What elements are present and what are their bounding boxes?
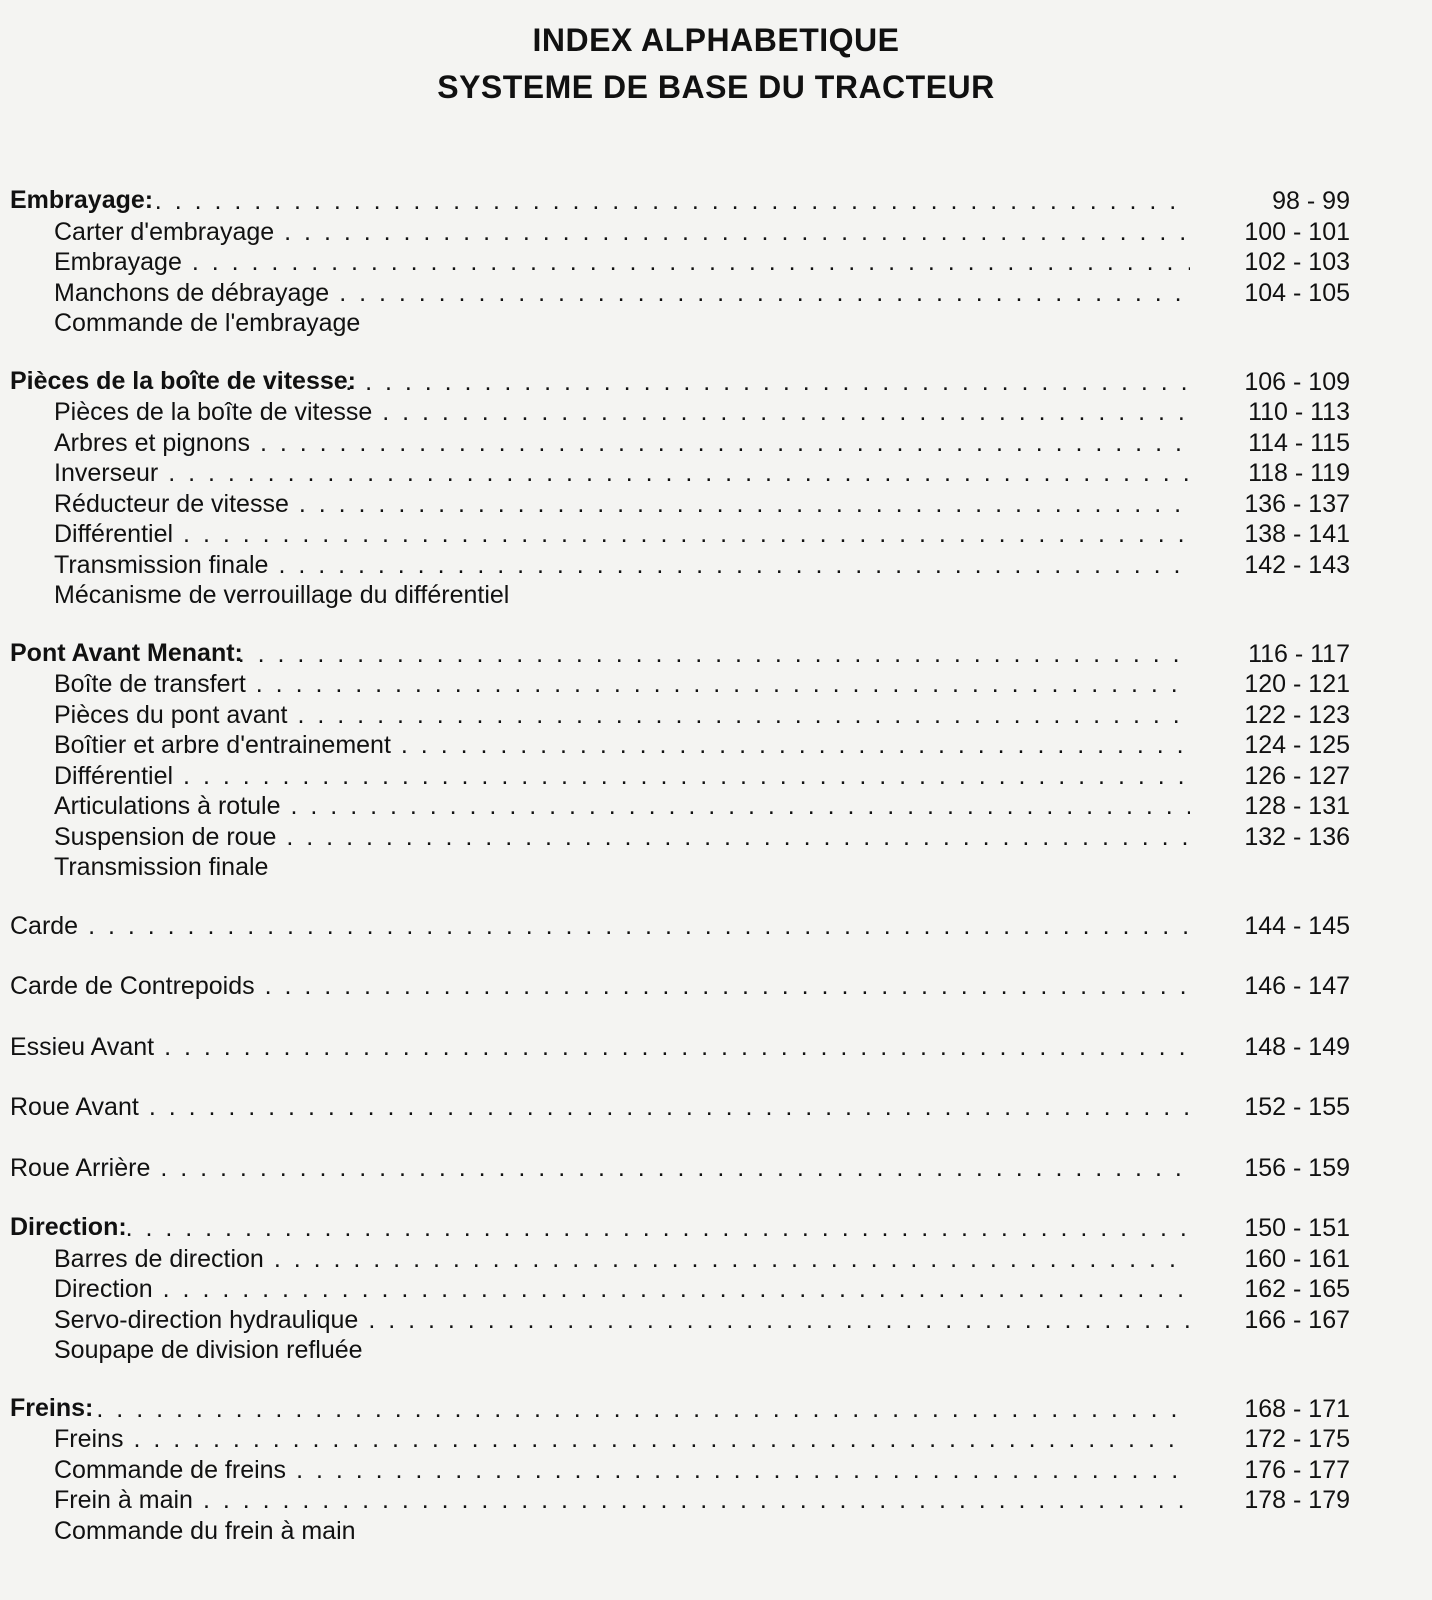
dot-leader xyxy=(133,1424,1190,1455)
index-entry xyxy=(10,852,1350,883)
index-entry xyxy=(10,761,1350,792)
index-section xyxy=(10,639,1350,883)
section-pages-row xyxy=(10,1394,1350,1425)
entry-pages: 128 - 131 xyxy=(1244,792,1350,820)
index-list xyxy=(10,186,1350,1574)
dot-leader xyxy=(260,428,1190,459)
entry-label: Essieu Avant xyxy=(10,1032,155,1061)
dot-leader xyxy=(256,669,1190,700)
entry-label: Servo-direction hydraulique xyxy=(54,1305,359,1334)
dot-leader xyxy=(96,1394,1190,1425)
index-section xyxy=(10,1394,1350,1547)
entry-pages: 98 - 99 xyxy=(1272,187,1350,215)
entry-pages: 152 - 155 xyxy=(1244,1093,1350,1121)
entry-label: Réducteur de vitesse xyxy=(54,489,289,518)
dot-leader xyxy=(284,217,1190,248)
section-heading: Freins: xyxy=(10,1393,94,1422)
entry-label: Soupape de division refluée xyxy=(54,1336,363,1364)
entry-pages: 114 - 115 xyxy=(1248,428,1350,457)
entry-label: Pièces du pont avant xyxy=(54,700,288,729)
index-entry xyxy=(10,1153,1350,1184)
dot-leader xyxy=(192,247,1190,278)
entry-label: Carde de Contrepoids xyxy=(10,972,255,1000)
entry-pages: 160 - 161 xyxy=(1244,1244,1350,1273)
dot-leader xyxy=(149,1092,1190,1123)
index-entry xyxy=(10,397,1350,428)
dot-leader xyxy=(126,1213,1190,1244)
entry-pages: 150 - 151 xyxy=(1244,1214,1350,1242)
entry-label: Différentiel xyxy=(54,761,174,790)
index-entry xyxy=(10,1485,1350,1516)
dot-leader xyxy=(298,700,1191,731)
entry-label: Différentiel xyxy=(54,520,174,548)
index-entry xyxy=(10,1092,1350,1123)
entry-label: Carde xyxy=(10,911,79,940)
dot-leader xyxy=(368,1305,1190,1336)
index-entry xyxy=(10,217,1350,248)
index-entry xyxy=(10,489,1350,520)
index-section xyxy=(10,1213,1350,1366)
index-section xyxy=(10,1032,1350,1063)
entry-pages: 178 - 179 xyxy=(1244,1486,1350,1514)
entry-label: Transmission finale xyxy=(54,550,269,579)
index-entry xyxy=(10,730,1350,761)
entry-pages: 156 - 159 xyxy=(1244,1153,1350,1182)
dot-leader xyxy=(296,1455,1190,1486)
index-section xyxy=(10,1153,1350,1184)
entry-pages: 126 - 127 xyxy=(1244,761,1350,790)
dot-leader xyxy=(238,639,1190,670)
index-entry xyxy=(10,700,1350,731)
entry-label: Commande de l'embrayage xyxy=(54,309,361,337)
entry-label: Roue Avant xyxy=(10,1093,139,1121)
entry-pages: 124 - 125 xyxy=(1244,731,1350,759)
index-entry xyxy=(10,1335,1350,1366)
entry-label: Barres de direction xyxy=(54,1244,264,1273)
index-entry xyxy=(10,550,1350,581)
entry-pages: 102 - 103 xyxy=(1244,248,1350,276)
section-pages-row xyxy=(10,1213,1350,1244)
entry-pages: 116 - 117 xyxy=(1248,639,1350,668)
index-entry xyxy=(10,247,1350,278)
entry-label: Boîtier et arbre d'entrainement xyxy=(54,731,391,759)
index-entry xyxy=(10,1455,1350,1486)
section-heading: Pièces de la boîte de vitesse: xyxy=(10,366,356,395)
entry-label: Boîte de transfert xyxy=(54,670,246,698)
index-entry xyxy=(10,822,1350,853)
entry-label: Commande de freins xyxy=(54,1455,287,1484)
entry-pages: 168 - 171 xyxy=(1244,1394,1350,1423)
entry-label: Freins xyxy=(54,1425,124,1453)
dot-leader xyxy=(339,278,1190,309)
index-entry xyxy=(10,519,1350,550)
dot-leader xyxy=(382,397,1190,428)
entry-pages: 176 - 177 xyxy=(1244,1455,1350,1484)
entry-pages: 104 - 105 xyxy=(1244,278,1350,307)
index-entry xyxy=(10,308,1350,339)
page-title: INDEX ALPHABETIQUE xyxy=(532,22,900,58)
entry-label: Inverseur xyxy=(54,459,159,487)
entry-label: Direction xyxy=(54,1275,153,1303)
dot-leader xyxy=(286,822,1190,853)
section-heading: Embrayage: xyxy=(10,186,154,214)
entry-pages: 172 - 175 xyxy=(1244,1425,1350,1453)
entry-pages: 146 - 147 xyxy=(1244,972,1350,1000)
entry-label: Carter d'embrayage xyxy=(54,217,275,246)
dot-leader xyxy=(160,1153,1190,1184)
index-section xyxy=(10,367,1350,611)
entry-pages: 106 - 109 xyxy=(1244,367,1350,396)
index-section xyxy=(10,186,1350,339)
index-entry xyxy=(10,1274,1350,1305)
entry-label: Embrayage xyxy=(54,248,182,276)
entry-pages: 142 - 143 xyxy=(1244,550,1350,579)
entry-label: Suspension de roue xyxy=(54,822,277,851)
index-entry xyxy=(10,971,1350,1002)
dot-leader xyxy=(183,519,1190,550)
page-subtitle: SYSTEME DE BASE DU TRACTEUR xyxy=(437,69,995,105)
index-section xyxy=(10,1092,1350,1123)
dot-leader xyxy=(164,1032,1190,1063)
entry-pages: 136 - 137 xyxy=(1244,489,1350,518)
index-entry xyxy=(10,1424,1350,1455)
dot-leader xyxy=(168,458,1190,489)
entry-label: Commande du frein à main xyxy=(54,1516,356,1545)
entry-label: Mécanisme de verrouillage du différentiel xyxy=(54,581,510,609)
entry-label: Arbres et pignons xyxy=(54,428,250,457)
index-section xyxy=(10,971,1350,1002)
section-heading: Pont Avant Menant: xyxy=(10,638,243,667)
dot-leader xyxy=(299,489,1190,520)
page-header xyxy=(0,22,1432,106)
entry-pages: 122 - 123 xyxy=(1244,700,1350,729)
entry-pages: 110 - 113 xyxy=(1248,398,1350,426)
dot-leader xyxy=(274,1244,1190,1275)
index-entry xyxy=(10,1244,1350,1275)
dot-leader xyxy=(278,550,1190,581)
dot-leader xyxy=(88,911,1190,942)
index-entry xyxy=(10,1516,1350,1547)
entry-pages: 132 - 136 xyxy=(1244,822,1350,851)
index-section xyxy=(10,911,1350,942)
dot-leader xyxy=(183,761,1190,792)
index-entry xyxy=(10,791,1350,822)
dot-leader xyxy=(345,367,1190,398)
entry-pages: 118 - 119 xyxy=(1248,459,1350,487)
index-entry xyxy=(10,1305,1350,1336)
entry-label: Transmission finale xyxy=(54,853,269,881)
entry-pages: 138 - 141 xyxy=(1244,520,1350,548)
entry-pages: 148 - 149 xyxy=(1244,1032,1350,1061)
entry-pages: 166 - 167 xyxy=(1244,1305,1350,1334)
entry-pages: 144 - 145 xyxy=(1244,911,1350,940)
index-entry xyxy=(10,911,1350,942)
index-entry xyxy=(10,580,1350,611)
entry-pages: 120 - 121 xyxy=(1244,670,1350,698)
entry-pages: 100 - 101 xyxy=(1244,217,1350,246)
index-entry xyxy=(10,428,1350,459)
dot-leader xyxy=(155,186,1190,217)
entry-label: Frein à main xyxy=(54,1486,193,1514)
index-entry xyxy=(10,458,1350,489)
entry-label: Pièces de la boîte de vitesse xyxy=(54,398,373,426)
index-entry xyxy=(10,1032,1350,1063)
index-entry xyxy=(10,669,1350,700)
dot-leader xyxy=(291,791,1190,822)
dot-leader xyxy=(265,971,1190,1002)
dot-leader xyxy=(163,1274,1190,1305)
entry-label: Roue Arrière xyxy=(10,1153,151,1182)
entry-label: Manchons de débrayage xyxy=(54,278,330,307)
index-entry xyxy=(10,278,1350,309)
section-heading: Direction: xyxy=(10,1213,127,1241)
dot-leader xyxy=(203,1485,1190,1516)
dot-leader xyxy=(401,730,1190,761)
section-pages-row xyxy=(10,186,1350,217)
entry-pages: 162 - 165 xyxy=(1244,1275,1350,1303)
entry-label: Articulations à rotule xyxy=(54,792,281,820)
